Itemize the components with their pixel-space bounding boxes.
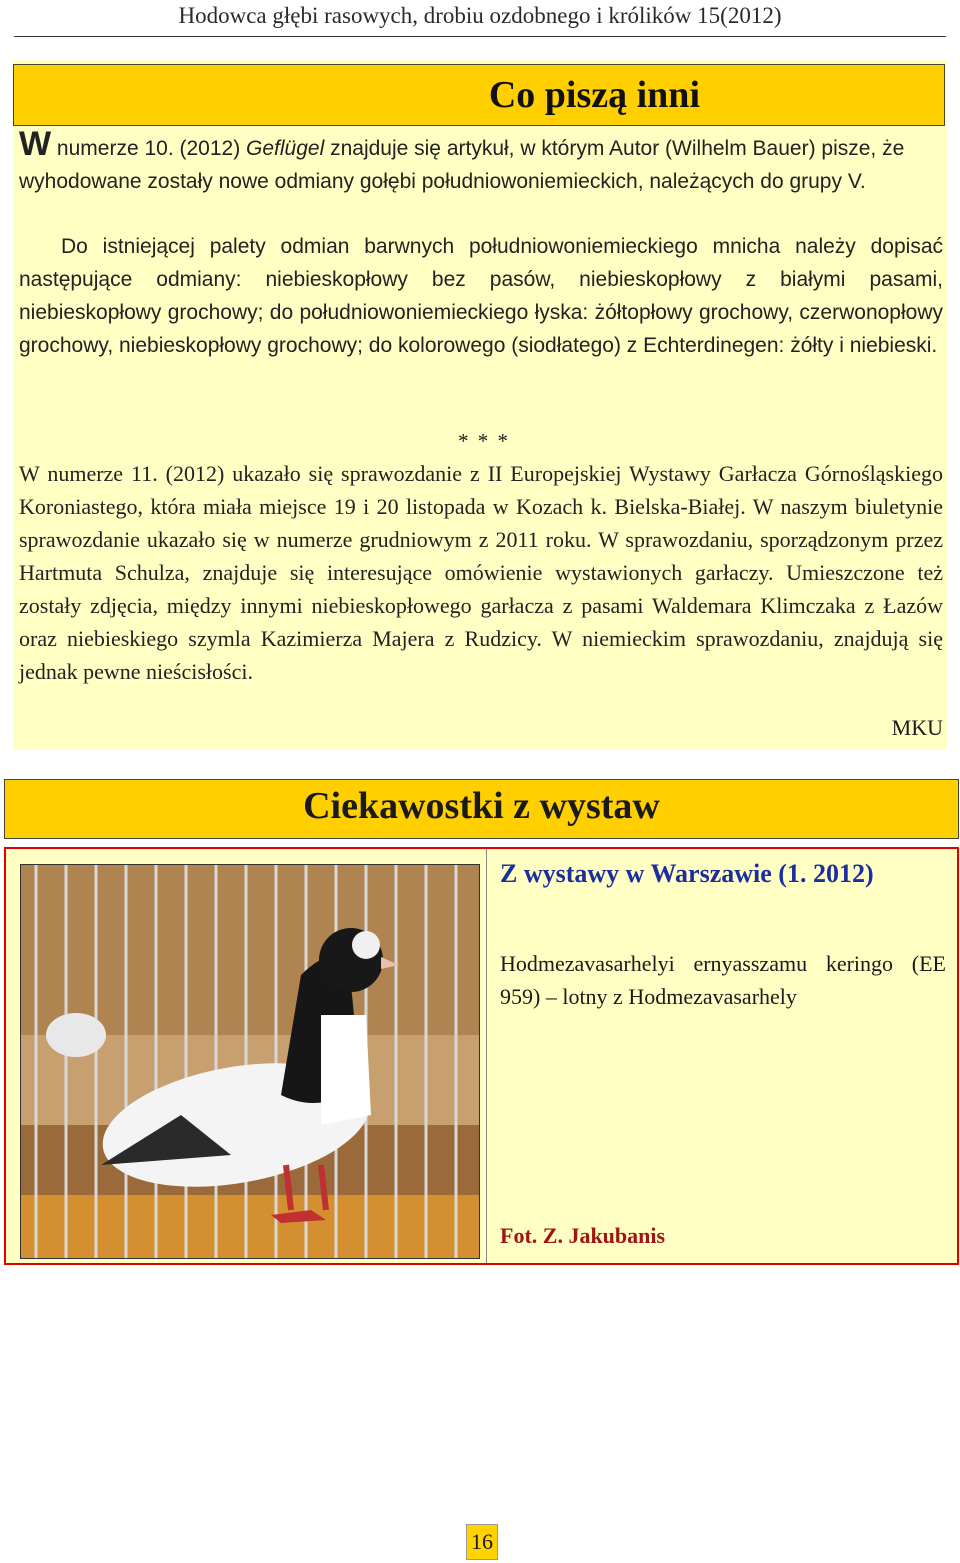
pigeon-photo xyxy=(20,864,480,1259)
drop-initial: W xyxy=(19,125,52,163)
exhibition-frame xyxy=(4,847,959,1265)
p1-text-b: znajduje się artykuł, w którym Autor (Wilhelm Bauer) pisze, że wyhodowane zostały nowe odmiany gołębi południowoniemieckich, należących do grupy V. xyxy=(19,137,905,193)
section-title-box xyxy=(13,64,945,126)
page-number: 16 xyxy=(466,1524,498,1560)
paragraph-3: W numerze 11. (2012) ukazało się sprawozdanie z II Europejskiej Wystawy Garłacza Górnośląskiego Koroniastego, która miała miejsce 19 i 20 listopada w Kozach k. Bielska-Białej. W naszym biuletynie sprawozdanie ukazało się w numerze grudniowym z 2011 roku. W sprawozdaniu, sporządzonym przez Hartmuta Schulza, znajduje się interesujące omówienie wystawionych garłaczy. Umieszczone też zostały zdjęcia, między innymi niebieskopłowego garłacza z pasami Waldemara Klimczaka z Łazów oraz niebieskiego szymla Kazimierza Majera z Rudzicy. W niemieckim sprawozdaniu, znajdują się jednak pewne nieścisłości. xyxy=(19,461,943,684)
header-rule xyxy=(14,36,946,37)
p1-italic-title: Geflügel xyxy=(246,137,325,160)
section-title: Co piszą inni xyxy=(488,74,700,116)
column-divider xyxy=(486,849,487,1263)
paragraph-1 xyxy=(19,125,943,198)
paragraph-2: Do istniejącej palety odmian barwnych południowoniemieckiego mnicha należy dopisać następujące odmiany: niebieskopłowy bez pasów, niebieskopłowy z białymi pasami, niebieskopłowy grochowy; do południowoniemieckiego łyska: żółtopłowy grochowy, czerwonopłowy grochowy, niebieskopłowy grochowy; do kolorowego (siodłatego) z Echterdinegen: żółty i niebieski. xyxy=(19,235,943,357)
p1-text-a: numerze 10. (2012) xyxy=(51,137,247,160)
separator-stars: * * * xyxy=(458,429,510,453)
running-header: Hodowca głębi rasowych, drobiu ozdobnego i królików 15(2012) xyxy=(178,3,782,28)
section-title-box-2 xyxy=(4,779,959,839)
section-co-pisza-inni xyxy=(13,60,947,750)
show-title: Z wystawy w Warszawie (1. 2012) xyxy=(500,859,874,888)
signature: MKU xyxy=(891,715,943,740)
photo-caption: Hodmezavasarhelyi ernyasszamu keringo (EE 959) – lotny z Hodmezavasarhely xyxy=(500,951,946,1009)
photo-credit: Fot. Z. Jakubanis xyxy=(500,1223,666,1248)
section-title-2: Ciekawostki z wystaw xyxy=(303,785,660,827)
